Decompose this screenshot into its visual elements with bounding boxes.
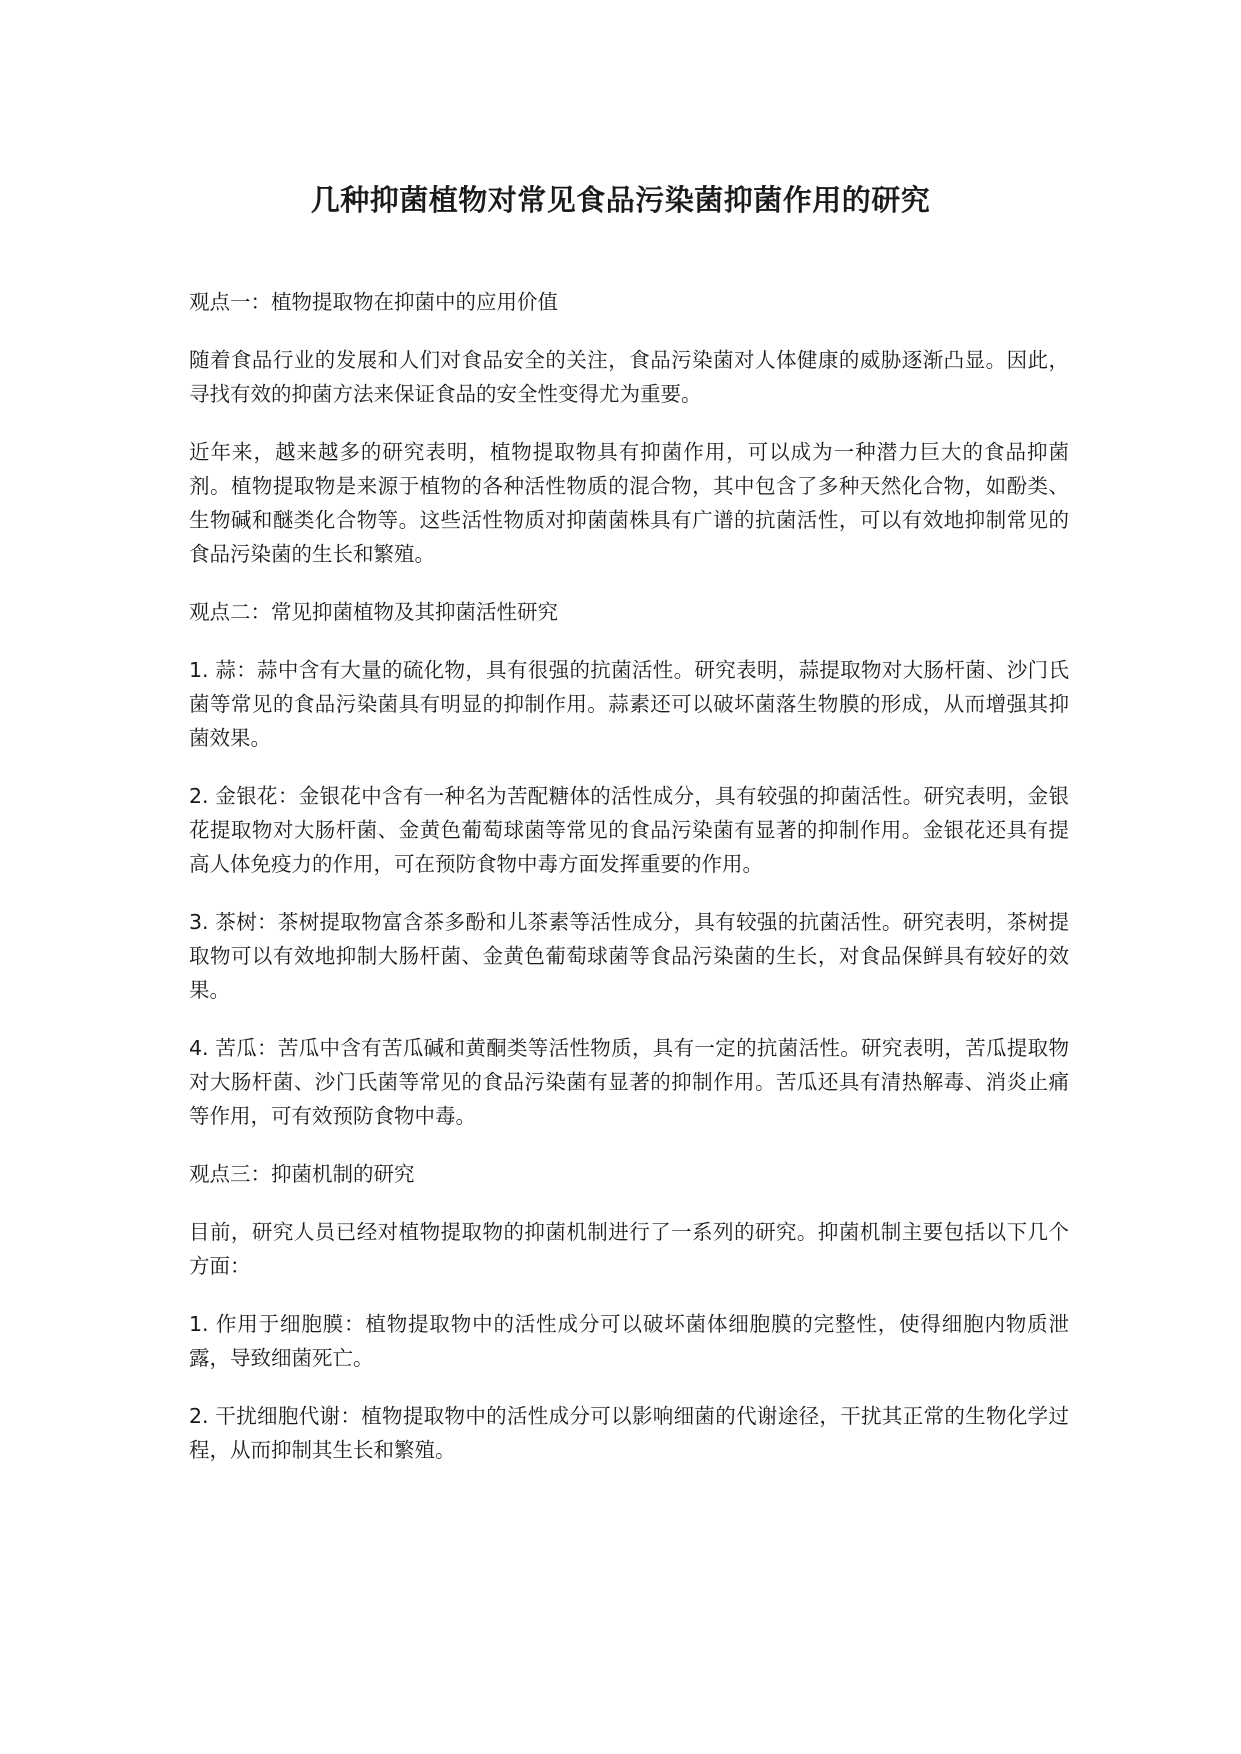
paragraph: 随着食品行业的发展和人们对食品安全的关注，食品污染菌对人体健康的威胁逐渐凸显。因此，寻找有效的抑菌方法来保证食品的安全性变得尤为重要。 — [189, 348, 1069, 406]
section-heading-2: 观点二：常见抑菌植物及其抑菌活性研究 — [189, 600, 558, 624]
list-item-tea-tree: 3. 茶树：茶树提取物富含茶多酚和儿茶素等活性成分，具有较强的抗菌活性。研究表明，茶树提取物可以有效地抑制大肠杆菌、金黄色葡萄球菌等食品污染菌的生长，对食品保鲜具有较好的效果。 — [189, 910, 1069, 1002]
list-item-garlic: 1. 蒜：蒜中含有大量的硫化物，具有很强的抗菌活性。研究表明，蒜提取物对大肠杆菌、沙门氏菌等常见的食品污染菌具有明显的抑制作用。蒜素还可以破坏菌落生物膜的形成，从而增强其抑菌效果。 — [189, 658, 1069, 750]
list-item-cell-membrane: 1. 作用于细胞膜：植物提取物中的活性成分可以破坏菌体细胞膜的完整性，使得细胞内物质泄露，导致细菌死亡。 — [189, 1312, 1069, 1370]
list-item-bitter-melon: 4. 苦瓜：苦瓜中含有苦瓜碱和黄酮类等活性物质，具有一定的抗菌活性。研究表明，苦瓜提取物对大肠杆菌、沙门氏菌等常见的食品污染菌有显著的抑制作用。苦瓜还具有清热解毒、消炎止痛等作用，可有效预防食物中毒。 — [189, 1036, 1069, 1128]
paragraph: 目前，研究人员已经对植物提取物的抑菌机制进行了一系列的研究。抑菌机制主要包括以下几个方面： — [189, 1220, 1069, 1278]
document-body — [189, 285, 1069, 1491]
document-title: 几种抑菌植物对常见食品污染菌抑菌作用的研究 — [310, 183, 931, 217]
section-heading-3: 观点三：抑菌机制的研究 — [189, 1162, 415, 1186]
list-item-cell-metabolism: 2. 干扰细胞代谢：植物提取物中的活性成分可以影响细菌的代谢途径，干扰其正常的生物化学过程，从而抑制其生长和繁殖。 — [189, 1404, 1069, 1462]
section-heading-1: 观点一：植物提取物在抑菌中的应用价值 — [189, 290, 558, 314]
list-item-honeysuckle: 2. 金银花：金银花中含有一种名为苦配糖体的活性成分，具有较强的抑菌活性。研究表明，金银花提取物对大肠杆菌、金黄色葡萄球菌等常见的食品污染菌有显著的抑制作用。金银花还具有提高人体免疫力的作用，可在预防食物中毒方面发挥重要的作用。 — [189, 784, 1069, 876]
paragraph: 近年来，越来越多的研究表明，植物提取物具有抑菌作用，可以成为一种潜力巨大的食品抑菌剂。植物提取物是来源于植物的各种活性物质的混合物，其中包含了多种天然化合物，如酚类、生物碱和醚类化合物等。这些活性物质对抑菌菌株具有广谱的抗菌活性，可以有效地抑制常见的食品污染菌的生长和繁殖。 — [189, 440, 1069, 566]
